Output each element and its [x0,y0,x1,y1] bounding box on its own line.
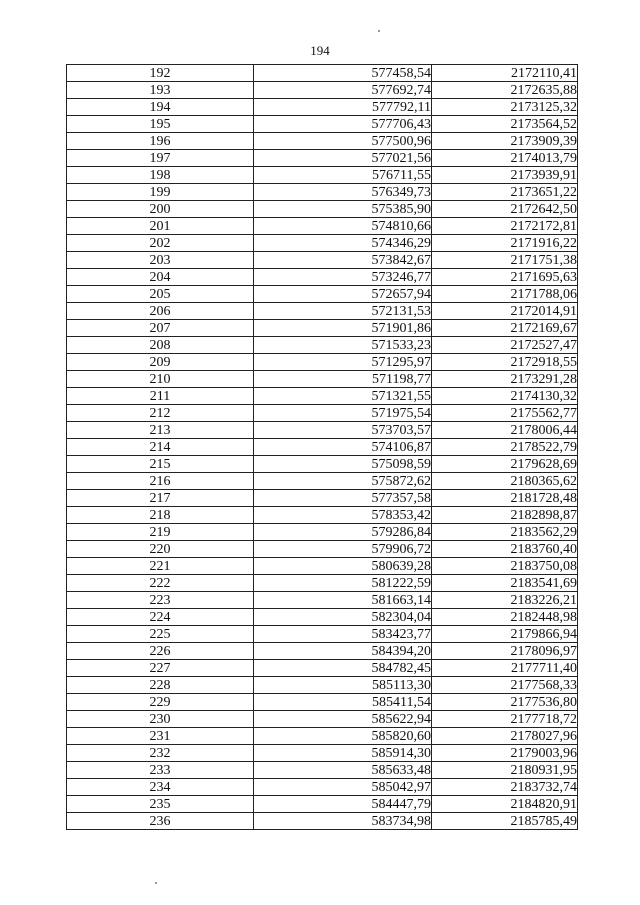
point-number-cell: 200 [67,201,254,218]
y-coordinate-cell: 2172014,91 [432,303,578,320]
x-coordinate-cell: 581222,59 [254,575,432,592]
y-coordinate-cell: 2178096,97 [432,643,578,660]
table-row [67,439,578,456]
point-number-cell: 233 [67,762,254,779]
table-row [67,320,578,337]
table-row [67,728,578,745]
y-coordinate-cell: 2172918,55 [432,354,578,371]
point-number-cell: 192 [67,65,254,82]
x-coordinate-cell: 577706,43 [254,116,432,133]
point-number-cell: 215 [67,456,254,473]
table-row [67,643,578,660]
table-row [67,422,578,439]
y-coordinate-cell: 2173939,91 [432,167,578,184]
x-coordinate-cell: 575385,90 [254,201,432,218]
y-coordinate-cell: 2183541,69 [432,575,578,592]
y-coordinate-cell: 2180365,62 [432,473,578,490]
y-coordinate-cell: 2172169,67 [432,320,578,337]
y-coordinate-cell: 2183750,08 [432,558,578,575]
point-number-cell: 219 [67,524,254,541]
point-number-cell: 197 [67,150,254,167]
y-coordinate-cell: 2173125,32 [432,99,578,116]
table-row [67,337,578,354]
point-number-cell: 196 [67,133,254,150]
x-coordinate-cell: 585411,54 [254,694,432,711]
point-number-cell: 217 [67,490,254,507]
table-row [67,235,578,252]
y-coordinate-cell: 2174130,32 [432,388,578,405]
point-number-cell: 226 [67,643,254,660]
point-number-cell: 198 [67,167,254,184]
point-number-cell: 216 [67,473,254,490]
table-row [67,252,578,269]
point-number-cell: 229 [67,694,254,711]
x-coordinate-cell: 585042,97 [254,779,432,796]
table-row [67,116,578,133]
y-coordinate-cell: 2177536,80 [432,694,578,711]
y-coordinate-cell: 2171916,22 [432,235,578,252]
table-row [67,592,578,609]
table-row [67,609,578,626]
x-coordinate-cell: 579906,72 [254,541,432,558]
y-coordinate-cell: 2172635,88 [432,82,578,99]
y-coordinate-cell: 2179003,96 [432,745,578,762]
point-number-cell: 194 [67,99,254,116]
point-number-cell: 224 [67,609,254,626]
y-coordinate-cell: 2172172,81 [432,218,578,235]
x-coordinate-cell: 574106,87 [254,439,432,456]
x-coordinate-cell: 585113,30 [254,677,432,694]
x-coordinate-cell: 571198,77 [254,371,432,388]
x-coordinate-cell: 571975,54 [254,405,432,422]
point-number-cell: 235 [67,796,254,813]
table-row [67,762,578,779]
point-number-cell: 212 [67,405,254,422]
table-row [67,796,578,813]
x-coordinate-cell: 580639,28 [254,558,432,575]
point-number-cell: 193 [67,82,254,99]
y-coordinate-cell: 2183760,40 [432,541,578,558]
x-coordinate-cell: 573703,57 [254,422,432,439]
table-row [67,150,578,167]
table-row [67,711,578,728]
x-coordinate-cell: 576711,55 [254,167,432,184]
y-coordinate-cell: 2173291,28 [432,371,578,388]
y-coordinate-cell: 2183732,74 [432,779,578,796]
x-coordinate-cell: 582304,04 [254,609,432,626]
point-number-cell: 234 [67,779,254,796]
point-number-cell: 195 [67,116,254,133]
y-coordinate-cell: 2183562,29 [432,524,578,541]
scan-speck [378,30,380,32]
x-coordinate-cell: 575098,59 [254,456,432,473]
point-number-cell: 208 [67,337,254,354]
table-row [67,405,578,422]
table-row [67,813,578,830]
x-coordinate-cell: 571901,86 [254,320,432,337]
x-coordinate-cell: 577357,58 [254,490,432,507]
x-coordinate-cell: 584782,45 [254,660,432,677]
y-coordinate-cell: 2179866,94 [432,626,578,643]
scan-speck [155,882,157,884]
y-coordinate-cell: 2177718,72 [432,711,578,728]
table-row [67,286,578,303]
table-row [67,745,578,762]
y-coordinate-cell: 2182898,87 [432,507,578,524]
y-coordinate-cell: 2180931,95 [432,762,578,779]
point-number-cell: 207 [67,320,254,337]
point-number-cell: 232 [67,745,254,762]
y-coordinate-cell: 2183226,21 [432,592,578,609]
y-coordinate-cell: 2178006,44 [432,422,578,439]
table-row [67,660,578,677]
table-row [67,677,578,694]
x-coordinate-cell: 583734,98 [254,813,432,830]
x-coordinate-cell: 574810,66 [254,218,432,235]
table-row [67,65,578,82]
y-coordinate-cell: 2177568,33 [432,677,578,694]
x-coordinate-cell: 572657,94 [254,286,432,303]
table-row [67,541,578,558]
table-row [67,388,578,405]
point-number-cell: 231 [67,728,254,745]
point-number-cell: 210 [67,371,254,388]
point-number-cell: 221 [67,558,254,575]
x-coordinate-cell: 577792,11 [254,99,432,116]
y-coordinate-cell: 2179628,69 [432,456,578,473]
table-row [67,201,578,218]
point-number-cell: 230 [67,711,254,728]
x-coordinate-cell: 579286,84 [254,524,432,541]
x-coordinate-cell: 573246,77 [254,269,432,286]
point-number-cell: 223 [67,592,254,609]
coordinates-table-body [67,65,578,830]
x-coordinate-cell: 574346,29 [254,235,432,252]
table-row [67,303,578,320]
point-number-cell: 201 [67,218,254,235]
point-number-cell: 206 [67,303,254,320]
x-coordinate-cell: 585914,30 [254,745,432,762]
y-coordinate-cell: 2173909,39 [432,133,578,150]
point-number-cell: 209 [67,354,254,371]
table-row [67,507,578,524]
x-coordinate-cell: 575872,62 [254,473,432,490]
point-number-cell: 222 [67,575,254,592]
coordinates-table [66,64,578,830]
table-row [67,269,578,286]
point-number-cell: 225 [67,626,254,643]
x-coordinate-cell: 571533,23 [254,337,432,354]
x-coordinate-cell: 573842,67 [254,252,432,269]
y-coordinate-cell: 2172110,41 [432,65,578,82]
point-number-cell: 204 [67,269,254,286]
table-row [67,779,578,796]
x-coordinate-cell: 583423,77 [254,626,432,643]
table-row [67,371,578,388]
page-number: 194 [310,43,330,58]
x-coordinate-cell: 571321,55 [254,388,432,405]
table-row [67,218,578,235]
table-row [67,575,578,592]
y-coordinate-cell: 2173564,52 [432,116,578,133]
x-coordinate-cell: 584447,79 [254,796,432,813]
y-coordinate-cell: 2185785,49 [432,813,578,830]
x-coordinate-cell: 585633,48 [254,762,432,779]
table-row [67,626,578,643]
point-number-cell: 218 [67,507,254,524]
x-coordinate-cell: 576349,73 [254,184,432,201]
table-row [67,456,578,473]
y-coordinate-cell: 2178027,96 [432,728,578,745]
table-row [67,82,578,99]
point-number-cell: 227 [67,660,254,677]
point-number-cell: 205 [67,286,254,303]
point-number-cell: 236 [67,813,254,830]
x-coordinate-cell: 585622,94 [254,711,432,728]
point-number-cell: 202 [67,235,254,252]
x-coordinate-cell: 581663,14 [254,592,432,609]
point-number-cell: 214 [67,439,254,456]
table-row [67,694,578,711]
x-coordinate-cell: 572131,53 [254,303,432,320]
y-coordinate-cell: 2173651,22 [432,184,578,201]
x-coordinate-cell: 578353,42 [254,507,432,524]
table-row [67,524,578,541]
y-coordinate-cell: 2181728,48 [432,490,578,507]
point-number-cell: 228 [67,677,254,694]
y-coordinate-cell: 2171751,38 [432,252,578,269]
table-row [67,99,578,116]
y-coordinate-cell: 2171695,63 [432,269,578,286]
x-coordinate-cell: 577021,56 [254,150,432,167]
y-coordinate-cell: 2171788,06 [432,286,578,303]
y-coordinate-cell: 2184820,91 [432,796,578,813]
point-number-cell: 199 [67,184,254,201]
x-coordinate-cell: 577692,74 [254,82,432,99]
x-coordinate-cell: 584394,20 [254,643,432,660]
y-coordinate-cell: 2172527,47 [432,337,578,354]
table-row [67,473,578,490]
table-row [67,133,578,150]
y-coordinate-cell: 2175562,77 [432,405,578,422]
table-row [67,184,578,201]
table-row [67,167,578,184]
y-coordinate-cell: 2178522,79 [432,439,578,456]
y-coordinate-cell: 2172642,50 [432,201,578,218]
point-number-cell: 211 [67,388,254,405]
table-row [67,490,578,507]
point-number-cell: 213 [67,422,254,439]
y-coordinate-cell: 2174013,79 [432,150,578,167]
y-coordinate-cell: 2182448,98 [432,609,578,626]
y-coordinate-cell: 2177711,40 [432,660,578,677]
x-coordinate-cell: 577500,96 [254,133,432,150]
x-coordinate-cell: 585820,60 [254,728,432,745]
table-row [67,558,578,575]
point-number-cell: 203 [67,252,254,269]
x-coordinate-cell: 571295,97 [254,354,432,371]
point-number-cell: 220 [67,541,254,558]
table-row [67,354,578,371]
x-coordinate-cell: 577458,54 [254,65,432,82]
